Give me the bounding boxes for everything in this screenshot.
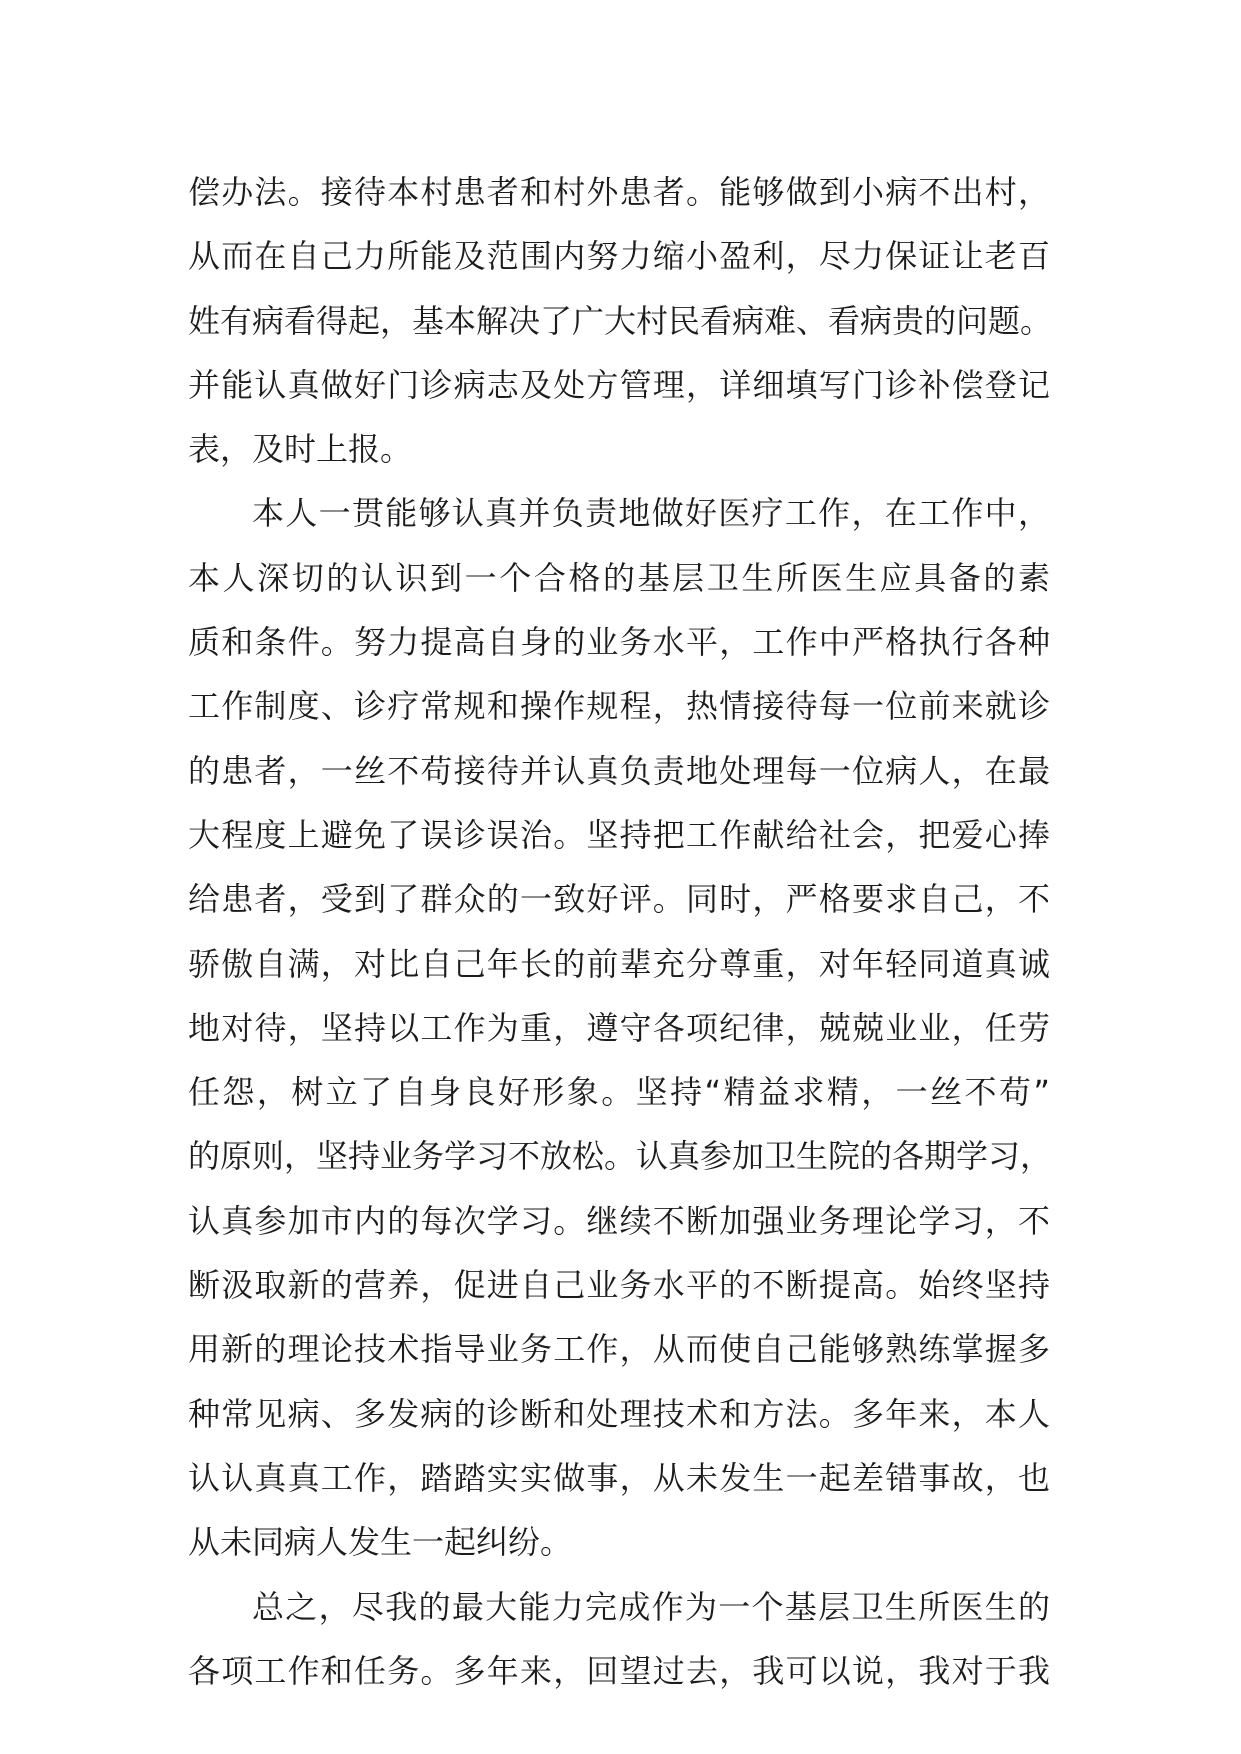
- text-line: 的患者，一丝不苟接待并认真负责地处理每一位病人，在最: [188, 751, 1050, 790]
- text-line: 质和条件。努力提高自身的业务水平，工作中严格执行各种: [188, 623, 1050, 662]
- text-line: 骄傲自满，对比自己年长的前辈充分尊重，对年轻同道真诚: [188, 944, 1050, 983]
- text-line: 工作制度、诊疗常规和操作规程，热情接待每一位前来就诊: [188, 687, 1050, 726]
- text-line: 各项工作和任务。多年来，回望过去，我可以说，我对于我: [188, 1651, 1050, 1690]
- text-line: 用新的理论技术指导业务工作，从而使自己能够熟练掌握多: [188, 1330, 1050, 1369]
- paragraph-1: [188, 160, 1053, 481]
- document-body: [188, 160, 1053, 1703]
- text-line: 认认真真工作，踏踏实实做事，从未发生一起差错事故，也: [188, 1458, 1050, 1497]
- text-line: 从而在自己力所能及范围内努力缩小盈利，尽力保证让老百: [188, 237, 1050, 276]
- text-line: 表，及时上报。: [188, 430, 413, 469]
- text-line: 总之，尽我的最大能力完成作为一个基层卫生所医生的: [252, 1587, 1050, 1626]
- text-line: 认真参加市内的每次学习。继续不断加强业务理论学习，不: [188, 1201, 1050, 1240]
- text-line: 本人一贯能够认真并负责地做好医疗工作，在工作中，: [252, 494, 1050, 533]
- text-line: 的原则，坚持业务学习不放松。认真参加卫生院的各期学习，: [188, 1137, 1053, 1176]
- text-line: 断汲取新的营养，促进自己业务水平的不断提高。始终坚持: [188, 1266, 1050, 1305]
- text-line: 任怨，树立了自身良好形象。坚持“精益求精，一丝不苟”: [188, 1073, 1050, 1112]
- text-line: 从未同病人发生一起纠纷。: [188, 1523, 573, 1562]
- text-line: 姓有病看得起，基本解决了广大村民看病难、看病贵的问题。: [188, 301, 1053, 340]
- text-line: 大程度上避免了误诊误治。坚持把工作献给社会，把爱心捧: [188, 815, 1050, 854]
- text-line: 给患者，受到了群众的一致好评。同时，严格要求自己，不: [188, 880, 1050, 919]
- text-line: 并能认真做好门诊病志及处方管理，详细填写门诊补偿登记: [188, 365, 1050, 404]
- paragraph-2: [188, 481, 1053, 1574]
- text-line: 种常见病、多发病的诊断和处理技术和方法。多年来，本人: [188, 1394, 1050, 1433]
- text-line: 本人深切的认识到一个合格的基层卫生所医生应具备的素: [188, 558, 1050, 597]
- text-line: 地对待，坚持以工作为重，遵守各项纪律，兢兢业业，任劳: [188, 1008, 1050, 1047]
- paragraph-3: [188, 1575, 1050, 1704]
- text-line: 偿办法。接待本村患者和村外患者。能够做到小病不出村，: [188, 173, 1050, 211]
